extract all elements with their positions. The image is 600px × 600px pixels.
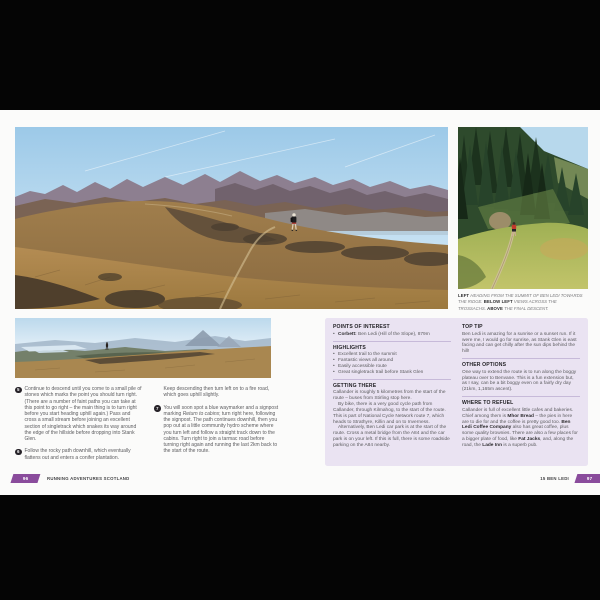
text-segment: THE FINAL DESCENT.: [502, 305, 549, 311]
chapter-running-head: 15 BEN LEDI: [540, 475, 569, 481]
text-segment: ABOVE: [487, 305, 503, 311]
bullet-item: [333, 332, 451, 338]
page-number: 96: [22, 475, 29, 481]
page-number-box-right: [575, 474, 600, 483]
paragraph: [462, 370, 580, 393]
route-step: [15, 448, 142, 461]
step-text: [25, 386, 143, 442]
text-segment: also has great coffee, plus some quality brownies. There are also a few places for a bigger plate of food, like: [462, 425, 578, 443]
paragraph: [462, 408, 580, 449]
text-segment: Fat Jacks: [518, 437, 541, 443]
paragraph: [333, 390, 451, 402]
text-segment: is a superb pub.: [502, 442, 538, 448]
text-segment: Ben Ledi (Hill of the Slope), 879m: [356, 331, 430, 337]
info-panel-column-2: [462, 324, 580, 461]
text-segment: Great singletrack trail before Stank Glen: [338, 369, 424, 375]
route-directions-column-1: [15, 386, 142, 467]
text-segment: – the pies in here are to die for and the coffee is pretty good too.: [462, 413, 573, 425]
text-segment: Alternatively, Ben Ledi car park is at the start of the route. Cross a metal bridge from the A84 and the car park is on your left. If this is full, there is some roadside parking on the A84 nearby.: [333, 425, 450, 448]
text-segment: Return to cabins: [182, 410, 220, 417]
text-segment: One way to extend the route is to run along the boggy plateau over to Benvane. This is a fun extension but, as I say, can be a bit boggy even on a fairly dry day (21km, 1,165m ascent).: [462, 369, 577, 393]
panel-heading: WHERE TO REFUEL: [462, 400, 514, 407]
step-text: [25, 448, 143, 461]
text-segment: Ben Ledi Coffee Company: [462, 419, 571, 431]
text-segment: Easily accessible route: [338, 363, 387, 369]
panel-section: [462, 324, 580, 359]
panel-section: [333, 345, 451, 380]
text-segment: VIEWS ACROSS THE TROSSACHS.: [458, 299, 557, 311]
route-directions-column-2: [154, 386, 279, 461]
panel-section: [333, 324, 451, 342]
route-step: [154, 386, 279, 399]
text-segment: LEFT: [458, 293, 470, 298]
book-spread: [0, 110, 600, 495]
text-segment: Corbett:: [338, 331, 357, 337]
panel-heading: OTHER OPTIONS: [462, 362, 507, 369]
text-segment: Continue to descend until you come to a small pile of stones which marks the point you should turn right. (There are a number of faint paths you can take at this point to go right – the main thing is to turn right before you start heading uphill again.) Pass and cross a small stream before joining an excellent section of singletrack which snakes its way around the edge of the hillside before dropping into Stank Glen.: [24, 386, 142, 442]
footer-left: [12, 473, 130, 483]
info-panel-column-1: [333, 324, 451, 461]
panel-heading: GETTING THERE: [333, 382, 377, 389]
panel-section: [462, 362, 580, 397]
photo-caption: [458, 293, 585, 312]
text-segment: Callander is roughly 5 kilometres from the start of the route – buses from Stirling stop here.: [333, 390, 446, 402]
text-segment: By bike, there is a very good cycle path from Callander, through Kilmahog, to the start of the route. This is part of National Cycle Network route 7, which heads to Strathyre, Killin and on to Inverness.: [333, 402, 446, 425]
step-number-badge: 5: [15, 387, 22, 394]
panel-heading: TOP TIP: [462, 324, 483, 330]
step-number-badge: 7: [154, 405, 161, 412]
panel-heading: POINTS OF INTEREST: [333, 324, 390, 330]
panorama-photo-trossachs-views: [15, 318, 271, 378]
route-step: [154, 405, 279, 455]
route-step: [15, 386, 142, 442]
text-segment: Ben Ledi is amazing for a sunrise or a sunset run. If it were me, I would go for sunrise, as Stank Glen is east facing and can get chilly after the sun dips behind the hill!: [462, 331, 577, 355]
page-number: 97: [586, 475, 593, 481]
page-number-box-left: [11, 474, 41, 483]
panel-section: [333, 383, 451, 452]
panel-section: [462, 400, 580, 452]
paragraph: [462, 332, 580, 355]
main-photo-summit-ridge: [15, 127, 448, 309]
text-segment: Callander is full of excellent little cafes and bakeries. Chief among them is: [462, 407, 574, 419]
paragraph: [333, 402, 451, 425]
text-segment: You will soon spot a blue waymarker and a signpost marking: [163, 404, 279, 417]
step-text: [164, 405, 280, 455]
text-segment: Mhor Bread: [507, 413, 534, 419]
text-segment: HEADING FROM THE SUMMIT OF BEN LEDI TOWARDS THE RIDGE.: [458, 293, 583, 305]
text-segment: , and, along the road, the: [462, 437, 574, 448]
book-title-running-head: RUNNING ADVENTURES SCOTLAND: [47, 475, 130, 481]
text-segment: ; turn right here, following the signpost. The path continues downhill, then you pop out at a little community hydro scheme where you turn left and follow a straight track down to the cabins. Turn right to join a tarmac road before turning right again and running the last 2km back to the start of the route.: [163, 410, 278, 455]
side-photo-final-descent: [458, 127, 588, 289]
text-segment: Excellent trail to the summit: [338, 352, 397, 358]
bullet-item: [333, 370, 451, 376]
step-number-badge: 6: [15, 449, 22, 456]
panel-heading: HIGHLIGHTS: [333, 344, 366, 351]
text-segment: Lade Inn: [482, 442, 503, 448]
paragraph: [333, 425, 451, 448]
text-segment: BELOW LEFT: [483, 299, 513, 305]
step-text: [164, 386, 280, 399]
text-segment: Follow the rocky path downhill, which eventually flattens out and enters a conifer plantation.: [24, 448, 131, 461]
text-segment: Fantastic views all around: [338, 358, 394, 364]
route-info-panel: [325, 318, 588, 466]
footer-right: [540, 473, 600, 483]
text-segment: Keep descending then turn left on to a fire road, which goes uphill slightly.: [163, 386, 270, 399]
